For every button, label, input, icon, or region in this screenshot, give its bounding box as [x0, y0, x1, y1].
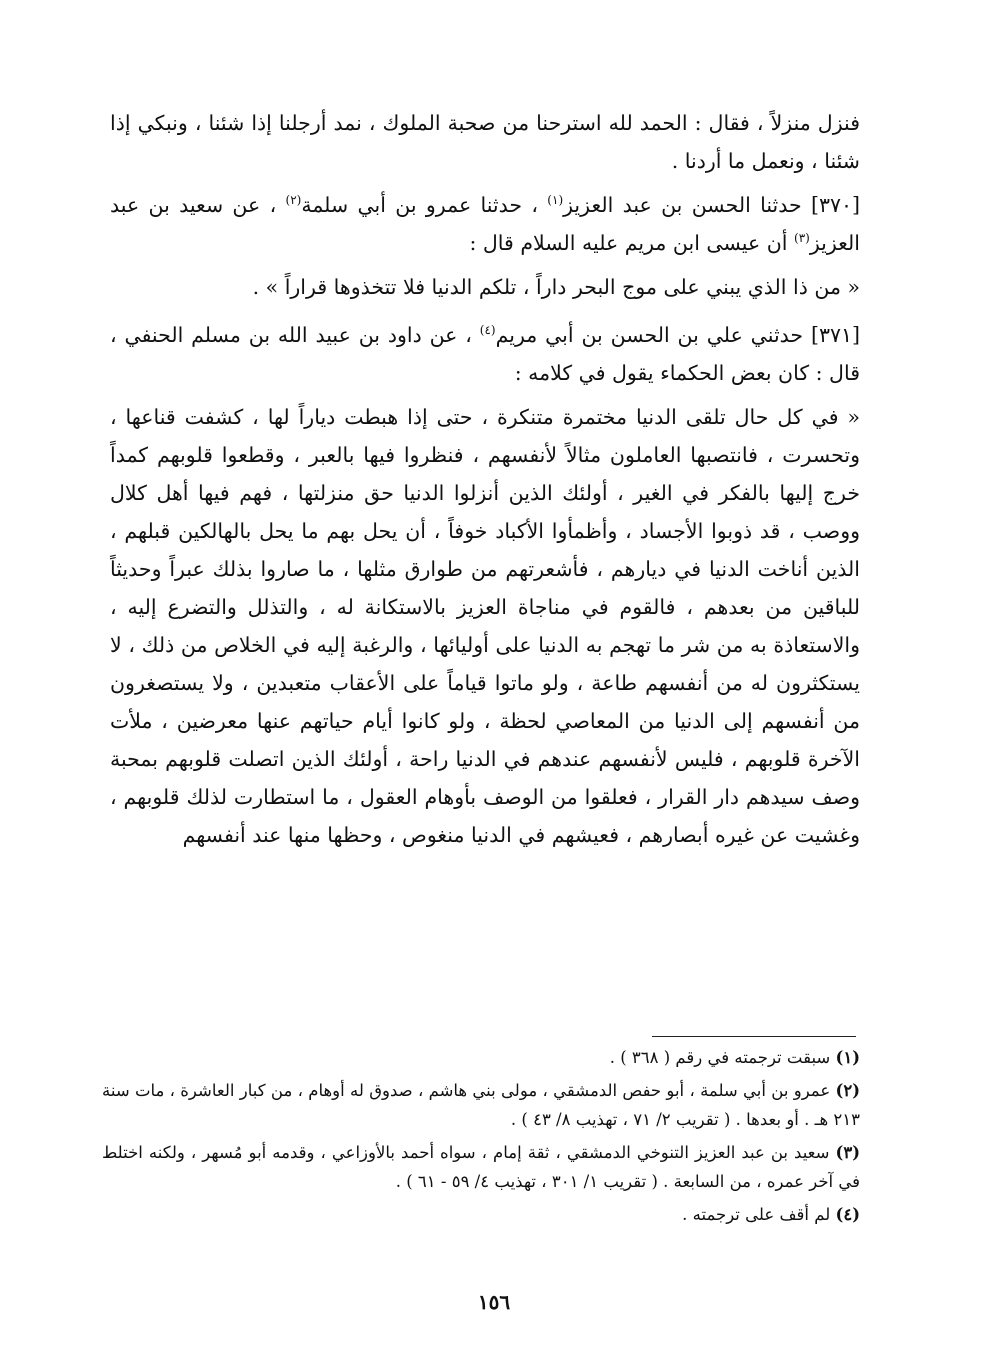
- footnote-2: [102, 1076, 860, 1134]
- footnote-divider: [652, 1036, 856, 1037]
- footnote-text: لم أقف على ترجمته .: [682, 1205, 836, 1224]
- main-text: [110, 104, 860, 860]
- footnote-ref-1[interactable]: (١): [547, 193, 564, 208]
- footnote-number: (٣): [835, 1143, 860, 1162]
- quote-370: « من ذا الذي يبني على موج البحر داراً ، تلكم الدنيا فلا تتخذوها قراراً » .: [252, 275, 860, 299]
- footnote-ref-3[interactable]: (٣): [794, 231, 810, 246]
- quote-371: « في كل حال تلقى الدنيا مختمرة متنكرة ، حتى إذا هبطت دياراً لها ، كشفت قناعها ، وتحسرت ، فانتصبها العاملون مثالاً لأنفسهم ، فنظروا فيها بالعبر ، وقطعوا قلوبهم كمداً خرج إليها بالفكر في الغير ، أولئك الذين أنزلوا الدنيا حق منزلتها ، فهم فيها أهل كلال ووصب ، قد ذوبوا الأجساد ، وأظمأوا الأكباد خوفاً ، أن يحل بهم ما يحل بالهالكين قبلهم ، الذين أناخت الدنيا في ديارهم ، فأشعرتهم من طوارق مثلها ، ما صاروا بذلك عبراً وحديثاً للباقين من بعدهم ، فالقوم في مناجاة العزيز بالاستكانة له ، والتذلل والتضرع إليه ، والاستعاذة به من شر ما تهجم به الدنيا على أوليائها ، والرغبة إليه في الخلاص من ذلك ، لا يستكثرون له من أنفسهم طاعة ، ولو ماتوا قياماً على الأعقاب متعبدين ، ولا يستصغرون من أنفسهم إلى الدنيا من المعاصي لحظة ، ولو كانوا أيام حياتهم عنها معرضين ، ملأت الآخرة قلوبهم ، فليس لأنفسهم عندهم في الدنيا راحة ، أولئك الذين اتصلت قلوبهم بمحبة وصف سيدهم دار القرار ، فعلقوا من الوصف بأوهام العقول ، ما استطارت لذلك قلوبهم ، وغشيت عن غيره أبصارهم ، فعيشهم في الدنيا منغوص ، وحظها منها عند أنفسهم: [110, 405, 860, 847]
- text-segment: [٣٧٠] حدثنا الحسن بن عبد العزيز: [563, 193, 861, 217]
- footnote-number: (٤): [835, 1205, 860, 1224]
- text-segment: ، عن سعيد بن عبد العزيز: [110, 193, 860, 255]
- text-segment: [٣٧١] حدثني علي بن الحسن بن أبي مريم: [495, 323, 860, 347]
- paragraph-370: [110, 186, 860, 262]
- footnote-text: عمرو بن أبي سلمة ، أبو حفص الدمشقي ، مولى بني هاشم ، صدوق له أوهام ، من كبار العاشرة ، مات سنة ٢١٣ هـ . أو بعدها . ( تقريب ٢/ ٧١ ، تهذيب ٨/ ٤٣ ) .: [102, 1081, 860, 1129]
- footnote-text: سبقت ترجمته في رقم ( ٣٦٨ ) .: [609, 1048, 836, 1067]
- text-segment: ، عن داود بن عبيد الله بن مسلم الحنفي ، قال : كان بعض الحكماء يقول في كلامه :: [110, 323, 860, 385]
- text-segment: أن عيسى ابن مريم عليه السلام قال :: [469, 231, 794, 255]
- footnote-text: سعيد بن عبد العزيز التنوخي الدمشقي ، ثقة إمام ، سواه أحمد بالأوزاعي ، وقدمه أبو مُسهر ، ولكنه اختلط في آخر عمره ، من السابعة . ( تقريب ١/ ٣٠١ ، تهذيب ٤/ ٥٩ - ٦١ ) .: [102, 1143, 860, 1191]
- footnote-ref-2[interactable]: (٢): [285, 193, 302, 208]
- paragraph-371: [110, 316, 860, 392]
- page-number: ١٥٦: [477, 1290, 511, 1314]
- footnotes: [102, 1043, 860, 1233]
- footnote-4: [102, 1200, 860, 1229]
- text-segment: ، حدثنا عمرو بن أبي سلمة: [301, 193, 548, 217]
- footnote-ref-4[interactable]: (٤): [479, 323, 496, 338]
- footnote-number: (١): [835, 1048, 860, 1067]
- paragraph-1: فنزل منزلاً ، فقال : الحمد لله استرحنا من صحبة الملوك ، نمد أرجلنا إذا شئنا ، ونبكي إذا شئنا ، ونعمل ما أردنا .: [110, 111, 860, 173]
- footnote-1: [102, 1043, 860, 1072]
- footnote-number: (٢): [835, 1081, 860, 1100]
- footnote-3: [102, 1138, 860, 1196]
